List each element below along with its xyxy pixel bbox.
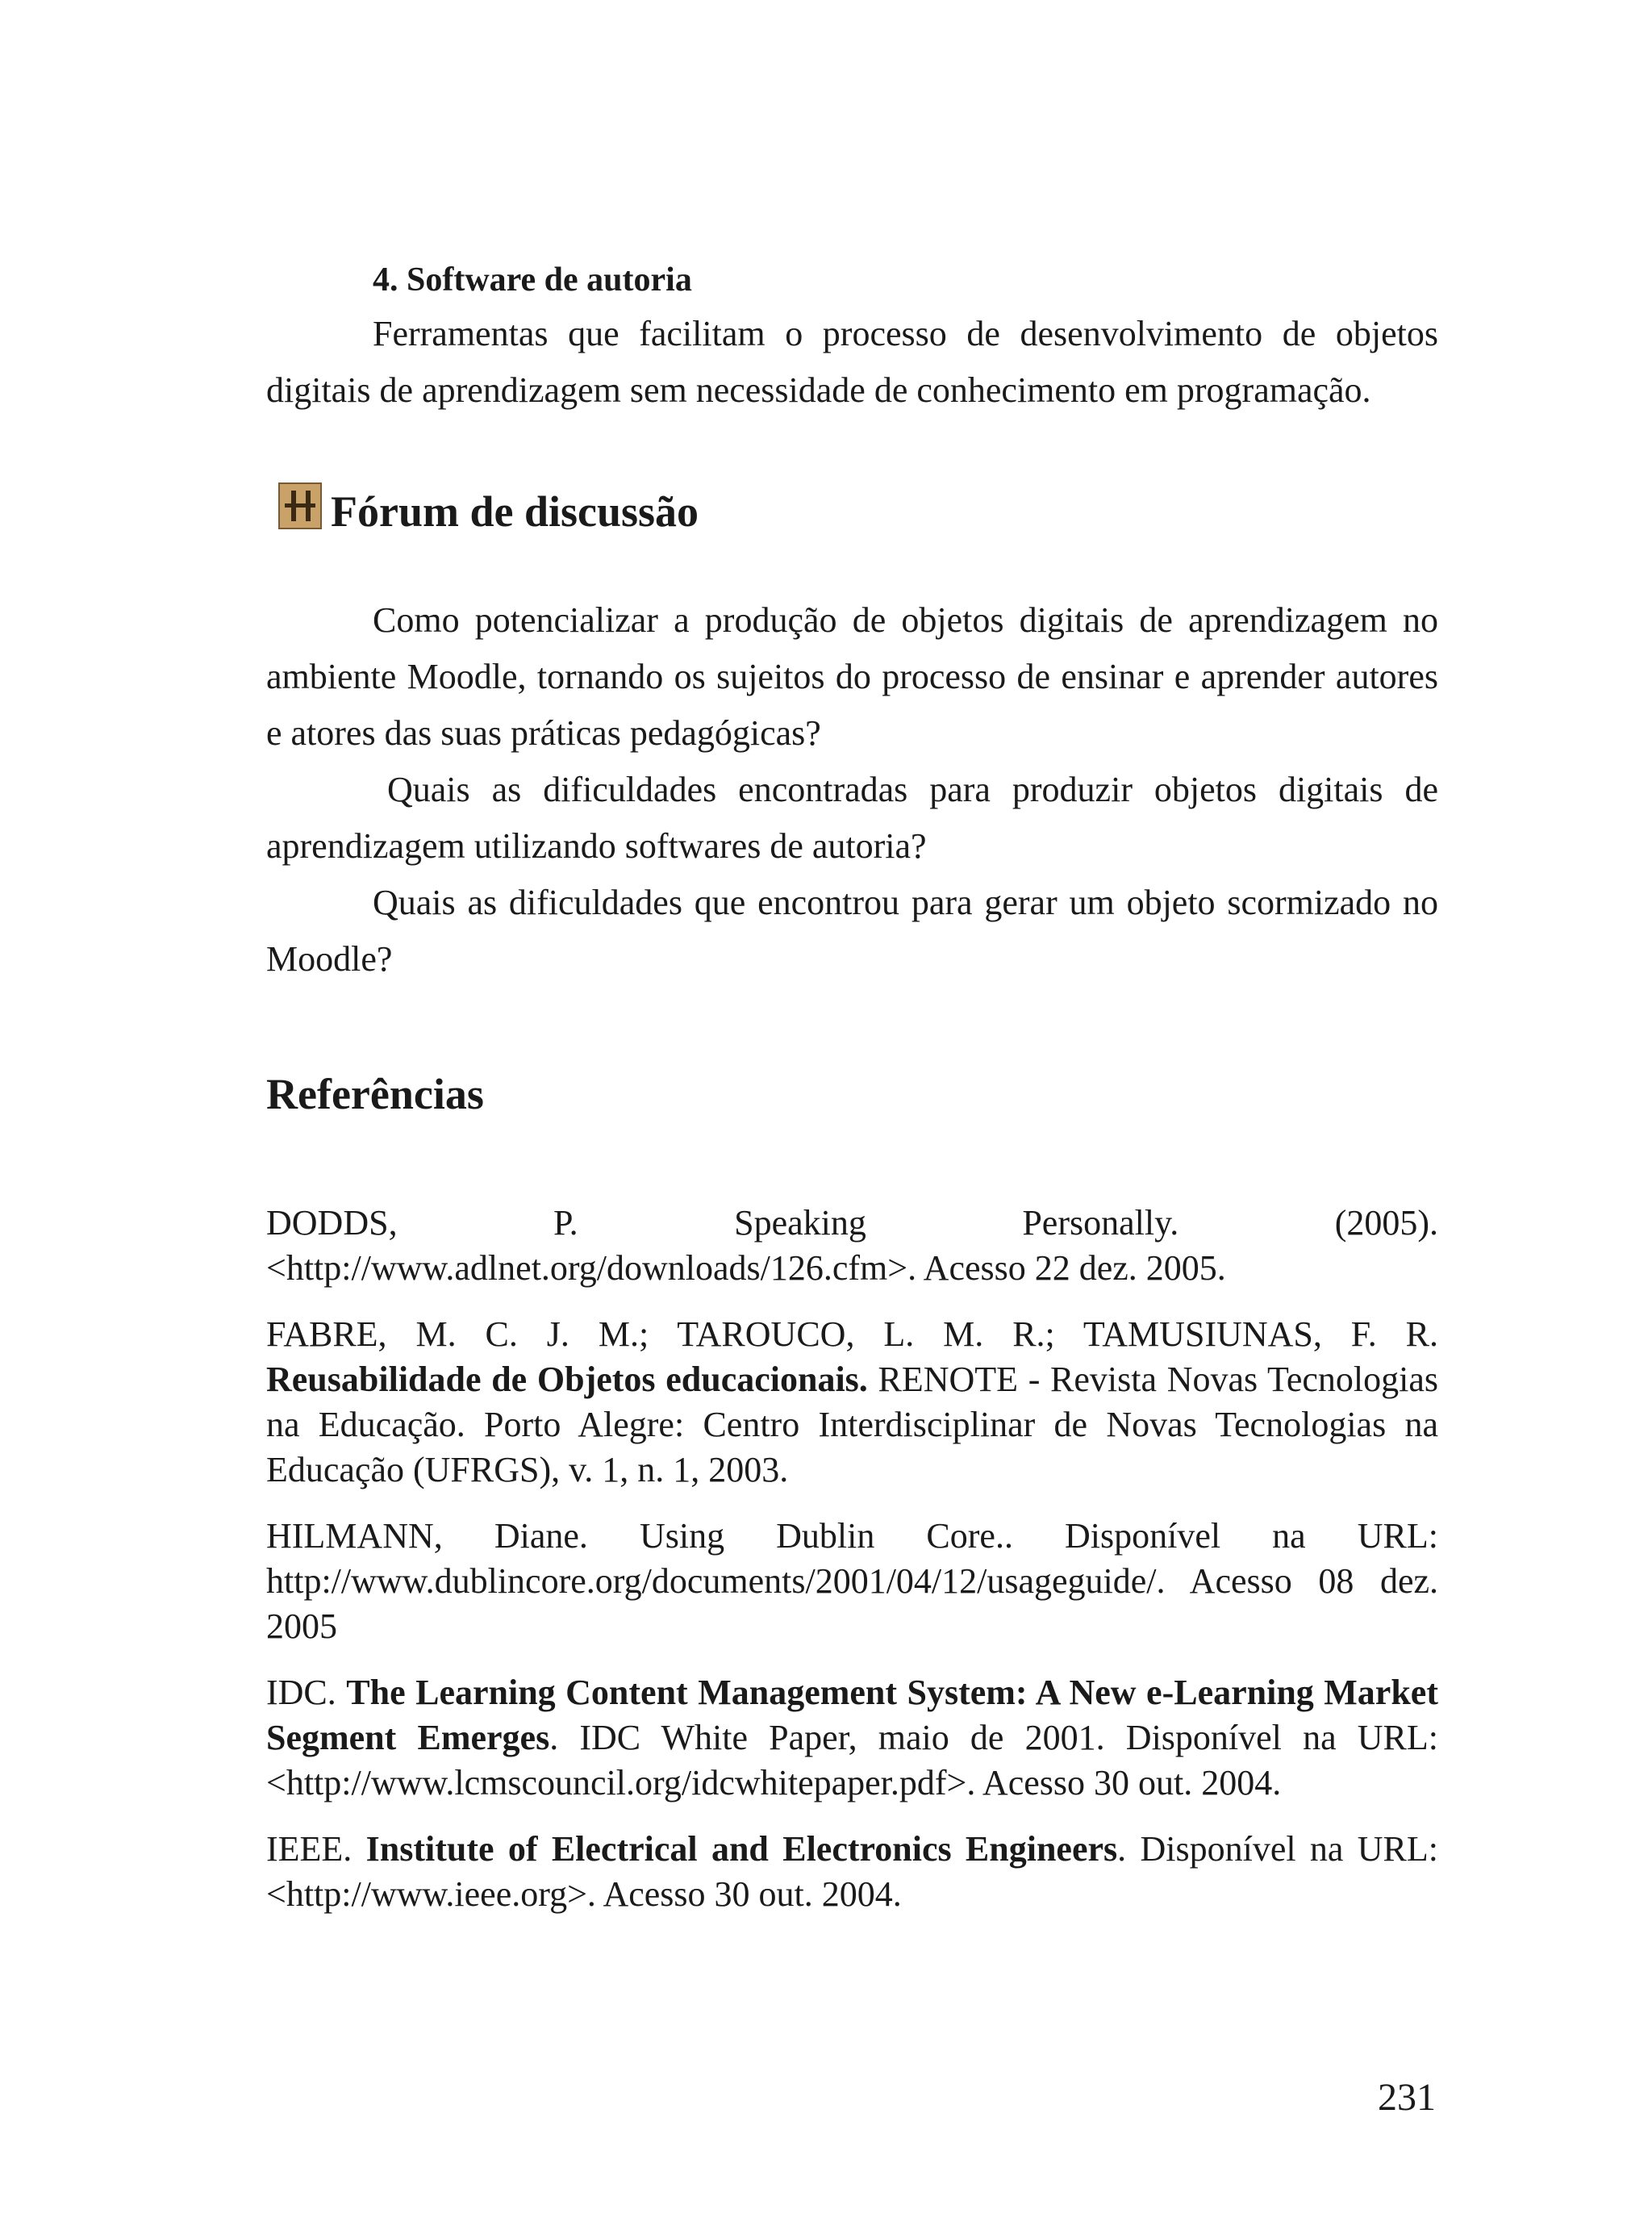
forum-questions xyxy=(266,592,1438,988)
forum-title: Fórum de discussão xyxy=(331,487,699,536)
section-paragraph: Ferramentas que facilitam o processo de desenvolvimento de objetos digitais de aprendizagem sem necessidade de conhecimento em programação. xyxy=(266,314,1438,410)
section-heading: 4. Software de autoria xyxy=(373,261,692,299)
forum-question: Quais as dificuldades que encontrou para gerar um objeto scormizado no Moodle? xyxy=(266,883,1438,979)
forum-icon xyxy=(278,482,322,529)
references-heading: Referências xyxy=(266,1070,484,1118)
forum-question: Como potencializar a produção de objetos digitais de aprendizagem no ambiente Moodle, tornando os sujeitos do processo de ensinar e aprender autores e atores das suas práticas pedagógicas? xyxy=(266,600,1438,753)
reference-item: IDC. The Learning Content Management System: A New e-Learning Market Segment Emerges. IDC White Paper, maio de 2001. Disponível na URL: <http://www.lcmscouncil.org/idcwhitepaper.pdf>. Acesso 30 out. 2004. xyxy=(266,1673,1438,1802)
references-list xyxy=(266,1201,1438,1917)
reference-item: IEEE. Institute of Electrical and Electronics Engineers. Disponível na URL: <http://www.ieee.org>. Acesso 30 out. 2004. xyxy=(266,1829,1439,1914)
page-number: 231 xyxy=(1378,2076,1436,2119)
reference-item: HILMANN, Diane. Using Dublin Core.. Disponível na URL: http://www.dublincore.org/documents/2001/04/12/usageguide/. Acesso 08 dez. 2005 xyxy=(266,1516,1438,1646)
reference-item: FABRE, M. C. J. M.; TAROUCO, L. M. R.; TAMUSIUNAS, F. R. Reusabilidade de Objetos educacionais. RENOTE - Revista Novas Tecnologias na Educação. Porto Alegre: Centro Interdisciplinar de Novas Tecnologias na Educação (UFRGS), v. 1, n. 1, 2003. xyxy=(266,1314,1438,1489)
forum-heading xyxy=(266,479,1438,544)
page-content xyxy=(266,254,1438,1938)
forum-question: Quais as dificuldades encontradas para produzir objetos digitais de aprendizagem utilizando softwares de autoria? xyxy=(266,770,1438,866)
reference-item: DODDS, P. Speaking Personally. (2005). <http://www.adlnet.org/downloads/126.cfm>. Acesso 22 dez. 2005. xyxy=(266,1203,1438,1288)
